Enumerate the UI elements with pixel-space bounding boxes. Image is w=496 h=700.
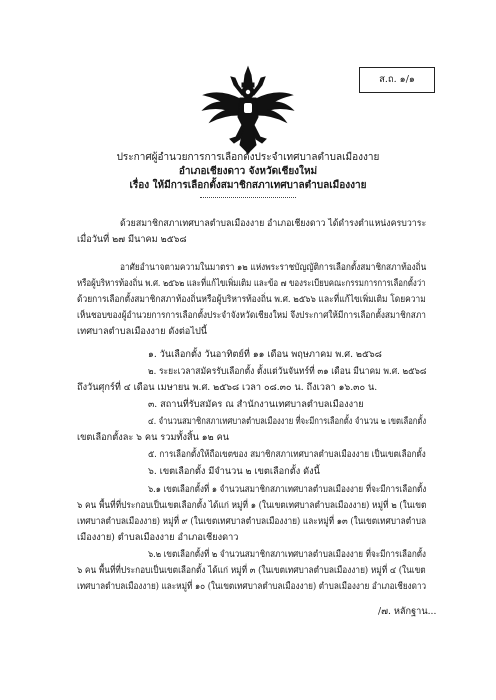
list-item: ๕. การเลือกตั้งให้ถือเขตของ สมาชิกสภาเทศบาลตำบลเมืองงาย เป็นเขตเลือกตั้ง xyxy=(148,449,426,460)
header-divider xyxy=(200,197,296,198)
header-title: เรื่อง ให้มีการเลือกตั้งสมาชิกสภาเทศบาลตำบลเมืองงาย xyxy=(129,180,367,191)
body-line: อาศัยอำนาจตามความในมาตรา ๑๒ แห่งพระราชบัญญัติการเลือกตั้งสมาชิกสภาท้องถิ่น xyxy=(120,262,427,273)
list-item: ๔. จำนวนสมาชิกสภาเทศบาลตำบลเมืองงาย ที่จะมีการเลือกตั้ง จำนวน ๒ เขตเลือกตั้ง xyxy=(148,416,427,427)
sub-item: ๖.๑ เขตเลือกตั้งที่ ๑ จำนวนสมาชิกสภาเทศบาลตำบลเมืองงาย ที่จะมีการเลือกตั้ง xyxy=(148,484,427,495)
body-line: เทศบาลตำบลเมืองงาย) และหมู่ที่ ๑๐ (ในเขตเทศบาลตำบลเมืองงาย) ตำบลเมืองงาย อำเภอเชียงดาว xyxy=(77,581,427,592)
body-line: เขตเลือกตั้งละ ๖ คน รวมทั้งสิ้น ๑๒ คน xyxy=(77,432,230,443)
body-line: ด้วยสมาชิกสภาเทศบาลตำบลเมืองงาย อำเภอเชียงดาว ได้ดำรงตำแหน่งครบวาระ xyxy=(120,218,427,229)
sub-item: ๖.๒ เขตเลือกตั้งที่ ๒ จำนวนสมาชิกสภาเทศบาลตำบลเมืองงาย ที่จะมีการเลือกตั้ง xyxy=(148,549,427,560)
body-line: ๖ คน พื้นที่ที่ประกอบเป็นเขตเลือกตั้ง ได้แก่ หมู่ที่ ๑ (ในเขตเทศบาลตำบลเมืองงาย) หมู่ที่ ๒ (ในเขต xyxy=(77,500,427,511)
form-code-box xyxy=(359,67,435,93)
list-item: ๓. สถานที่รับสมัคร ณ สำนักงานเทศบาลตำบลเมืองงาย xyxy=(148,399,364,410)
header-line-2: อำเภอเชียงดาว จังหวัดเชียงใหม่ xyxy=(178,166,318,177)
list-item: ๖. เขตเลือกตั้ง มีจำนวน ๒ เขตเลือกตั้ง ดังนี้ xyxy=(148,466,320,477)
body-line: ด้วยการเลือกตั้งสมาชิกสภาท้องถิ่นหรือผู้บริหารท้องถิ่น พ.ศ. ๒๕๖๖ และที่แก้ไขเพิ่มเติม โดยความ xyxy=(77,294,426,305)
body-line: เมื่อวันที่ ๒๗ มีนาคม ๒๕๖๘ xyxy=(77,234,187,245)
continuation-note: /๗. หลักฐาน... xyxy=(378,606,437,617)
header-line-1: ประกาศผู้อำนวยการการเลือกตั้งประจำเทศบาลตำบลเมืองงาย xyxy=(116,152,380,163)
body-line: ถึงวันศุกร์ที่ ๔ เดือน เมษายน พ.ศ. ๒๕๖๘ เวลา ๐๘.๓๐ น. ถึงเวลา ๑๖.๓๐ น. xyxy=(77,382,378,393)
body-line: เทศบาลตำบลเมืองงาย ดังต่อไปนี้ xyxy=(77,326,208,337)
body-line: หรือผู้บริหารท้องถิ่น พ.ศ. ๒๕๖๒ และที่แก้ไขเพิ่มเติม และข้อ ๗ ของระเบียบคณะกรรมการการเลือกตั้งว่า xyxy=(77,278,426,289)
form-code: ส.ถ. ๑/๑ xyxy=(379,74,415,85)
list-item: ๒. ระยะเวลาสมัครรับเลือกตั้ง ตั้งแต่วันจันทร์ที่ ๓๑ เดือน มีนาคม พ.ศ. ๒๕๖๘ xyxy=(148,366,427,377)
body-line: เห็นชอบของผู้อำนวยการการเลือกตั้งประจำจังหวัดเชียงใหม่ จึงประกาศให้มีการเลือกตั้งสมาชิกสภา xyxy=(77,310,426,321)
body-line: เทศบาลตำบลเมืองงาย) หมู่ที่ ๙ (ในเขตเทศบาลตำบลเมืองงาย) และหมู่ที่ ๑๓ (ในเขตเทศบาลตำบล xyxy=(77,516,427,527)
body-line: เมืองงาย) ตำบลเมืองงาย อำเภอเชียงดาว xyxy=(77,532,239,543)
garuda-emblem-icon xyxy=(200,65,296,155)
list-item: ๑. วันเลือกตั้ง วันอาทิตย์ที่ ๑๑ เดือน พฤษภาคม พ.ศ. ๒๕๖๘ xyxy=(148,349,382,360)
body-line: ๖ คน พื้นที่ที่ประกอบเป็นเขตเลือกตั้ง ได้แก่ หมู่ที่ ๓ (ในเขตเทศบาลตำบลเมืองงาย) หมู่ที่ ๔ (ในเขต xyxy=(77,565,426,576)
